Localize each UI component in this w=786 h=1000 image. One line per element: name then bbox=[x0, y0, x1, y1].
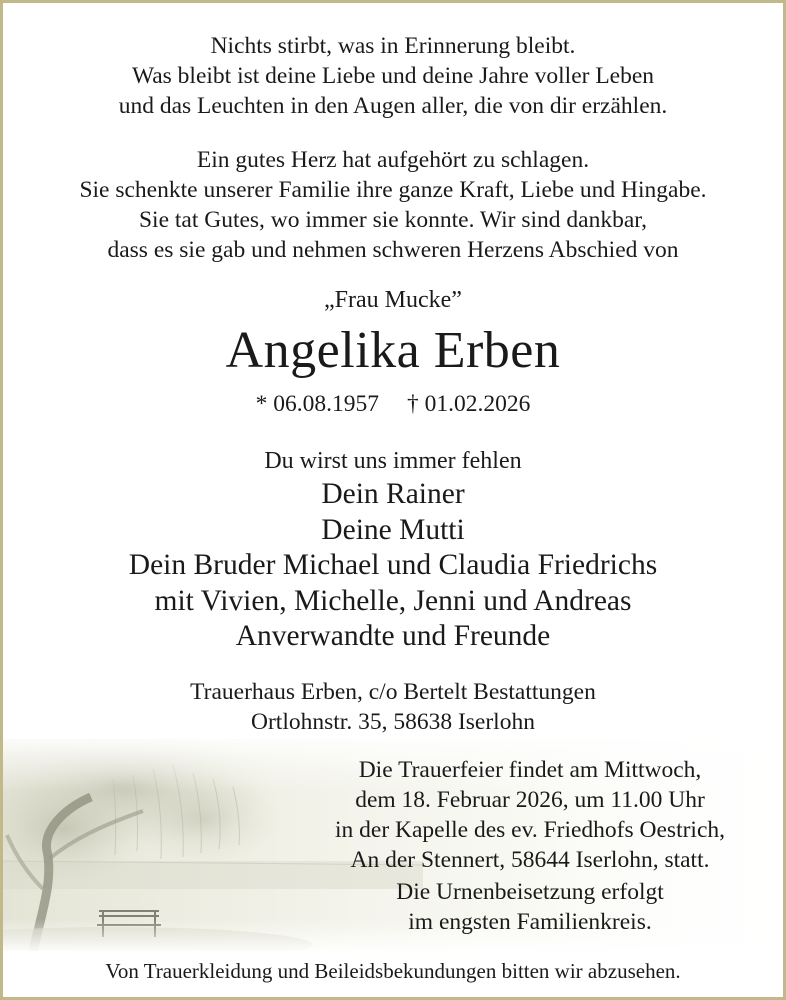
mourner-line: mit Vivien, Michelle, Jenni und Andreas bbox=[154, 584, 632, 617]
deceased-name: Angelika Erben bbox=[225, 322, 561, 379]
mourning-house-address bbox=[3, 677, 783, 737]
ceremony-line: An der Stennert, 58644 Iserlohn, statt. bbox=[350, 847, 710, 873]
death-date: † 01.02.2026 bbox=[407, 391, 531, 417]
birth-date: * 06.08.1957 bbox=[255, 391, 379, 417]
memorial-poem bbox=[3, 31, 783, 121]
missing-line: Du wirst uns immer fehlen bbox=[264, 448, 522, 474]
mourner-line: Deine Mutti bbox=[321, 513, 465, 546]
address-line: Ortlohnstr. 35, 58638 Iserlohn bbox=[251, 709, 535, 735]
condolence-request: Von Trauerkleidung und Beileidsbekundungen bitten wir abzusehen. bbox=[105, 959, 681, 983]
ceremony-line: Die Trauerfeier findet am Mittwoch, bbox=[358, 757, 702, 783]
poem-line: Nichts stirbt, was in Erinnerung bleibt. bbox=[210, 33, 576, 59]
ceremony-line: in der Kapelle des ev. Friedhofs Oestrich, bbox=[334, 817, 726, 843]
life-dates bbox=[3, 389, 783, 419]
eulogy-line: Ein gutes Herz hat aufgehört zu schlagen. bbox=[196, 147, 590, 173]
poem-line: Was bleibt ist deine Liebe und deine Jahre voller Leben bbox=[131, 63, 655, 89]
eulogy-line: Sie tat Gutes, wo immer sie konnte. Wir sind dankbar, bbox=[138, 207, 648, 233]
urn-line: im engsten Familienkreis. bbox=[408, 909, 652, 935]
mourner-line: Anverwandte und Freunde bbox=[235, 620, 551, 652]
address-line: Trauerhaus Erben, c/o Bertelt Bestattungen bbox=[190, 679, 596, 705]
ceremony-line: dem 18. Februar 2026, um 11.00 Uhr bbox=[355, 787, 705, 813]
eulogy-line: Sie schenkte unserer Familie ihre ganze Kraft, Liebe und Hingabe. bbox=[79, 177, 707, 203]
mourner-line: Dein Rainer bbox=[321, 478, 465, 510]
urn-burial-note bbox=[293, 877, 767, 937]
eulogy-line: dass es sie gab und nehmen schweren Herzens Abschied von bbox=[107, 237, 679, 263]
funeral-service-details bbox=[293, 755, 767, 875]
urn-line: Die Urnenbeisetzung erfolgt bbox=[396, 879, 664, 905]
eulogy-text bbox=[3, 145, 783, 265]
poem-line: und das Leuchten in den Augen aller, die von dir erzählen. bbox=[118, 93, 668, 119]
mourners-list bbox=[3, 477, 783, 655]
nickname: „Frau Mucke” bbox=[324, 287, 462, 313]
mourner-line: Dein Bruder Michael und Claudia Friedrichs bbox=[128, 549, 658, 581]
